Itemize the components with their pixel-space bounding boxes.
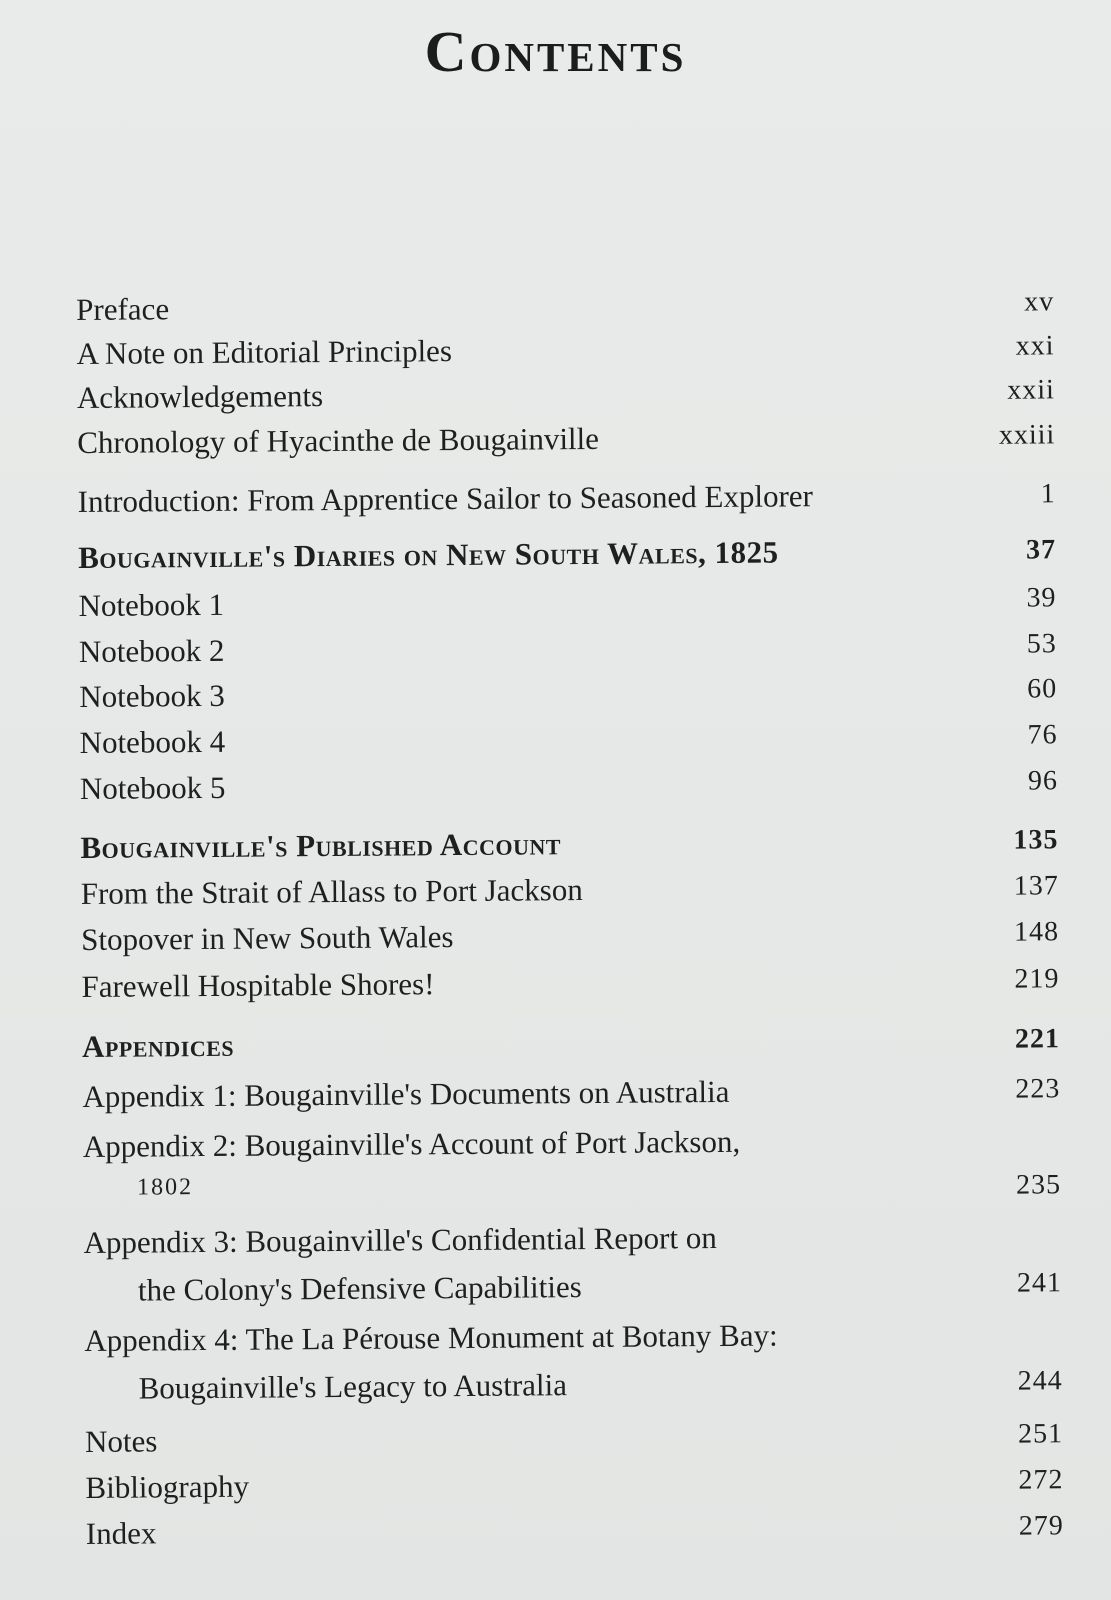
toc-entry-chronology <box>77 417 1055 465</box>
toc-entry-notebook-2 <box>79 626 1057 674</box>
toc-entry-farewell <box>81 961 1059 1009</box>
toc-entry-label: Notebook 5 <box>79 769 226 806</box>
toc-entry-label: Bibliography <box>85 1468 250 1505</box>
toc-entry-page: 251 <box>1017 1418 1064 1450</box>
toc-entry-page: 53 <box>1026 628 1057 660</box>
toc-section-published-account <box>80 822 1058 870</box>
toc-entry-appendix-2 <box>83 1121 1061 1169</box>
toc-entry-label: A Note on Editorial Principles <box>76 333 453 371</box>
toc-entry-label-continued: 1802 <box>136 1174 194 1201</box>
toc-entry-appendix-3 <box>83 1217 1061 1265</box>
toc-entry-label: Index <box>85 1515 157 1551</box>
toc-entry-page: xxiii <box>998 419 1056 451</box>
toc-entry-label: Introduction: From Apprentice Sailor to Seasoned Explorer <box>77 478 814 519</box>
toc-entry-appendix-1 <box>82 1071 1060 1119</box>
toc-entry-editorial-note <box>76 328 1054 376</box>
toc-section-label: Bougainville's Diaries on New South Wales, 1825 <box>78 534 779 575</box>
toc-entry-label: Preface <box>76 291 170 327</box>
toc-entry-notebook-4 <box>79 717 1057 765</box>
toc-entry-page: xxi <box>1015 330 1055 362</box>
toc-entry-label: Notebook 4 <box>79 723 226 760</box>
toc-entry-label: From the Strait of Allass to Port Jackson <box>80 872 583 911</box>
toc-entry-page: 96 <box>1027 765 1059 797</box>
toc-entry-page: 1 <box>1040 478 1056 510</box>
toc-section-appendices <box>82 1021 1060 1069</box>
toc-entry-label: Appendix 2: Bougainville's Account of Port Jackson, <box>82 1123 741 1164</box>
toc-entry-label: Notebook 3 <box>79 677 225 714</box>
toc-entry-page: 235 <box>1015 1169 1062 1201</box>
toc-entry-page: 279 <box>1018 1510 1064 1542</box>
toc-entry-bibliography <box>85 1462 1063 1510</box>
toc-entry-notes <box>85 1416 1063 1464</box>
toc-entry-page: 241 <box>1016 1267 1062 1299</box>
table-of-contents <box>76 276 1064 1551</box>
toc-entry-introduction <box>78 476 1056 524</box>
toc-entry-page: 60 <box>1027 673 1058 705</box>
toc-entry-label: Notes <box>84 1423 158 1459</box>
toc-section-label: Appendices <box>81 1027 235 1064</box>
toc-entry-notebook-3 <box>79 671 1057 719</box>
toc-section-label: Bougainville's Published Account <box>80 826 562 865</box>
toc-entry-stopover <box>81 914 1059 962</box>
toc-entry-page: 272 <box>1018 1464 1064 1496</box>
toc-entry-label-continued: the Colony's Defensive Capabilities <box>137 1269 582 1308</box>
toc-entry-page: 223 <box>1015 1073 1061 1105</box>
page-title: Contents <box>424 19 687 84</box>
toc-entry-page: 244 <box>1017 1365 1063 1397</box>
toc-entry-label: Notebook 1 <box>78 586 225 623</box>
toc-entry-index <box>86 1508 1064 1556</box>
toc-entry-acknowledgements <box>77 372 1055 420</box>
toc-entry-appendix-2-continued <box>83 1167 1061 1215</box>
toc-entry-page: xxii <box>1007 374 1055 406</box>
toc-section-page: 221 <box>1014 1023 1061 1055</box>
toc-entry-page: xv <box>1024 286 1055 318</box>
toc-section-diaries <box>78 532 1056 580</box>
toc-entry-appendix-4 <box>84 1315 1062 1363</box>
toc-entry-label-continued: Bougainville's Legacy to Australia <box>138 1367 568 1406</box>
toc-entry-page: 219 <box>1014 963 1060 995</box>
toc-entry-page: 137 <box>1013 870 1059 902</box>
toc-entry-strait-of-allass <box>81 868 1059 916</box>
toc-section-page: 135 <box>1013 824 1059 856</box>
toc-entry-preface <box>76 284 1054 332</box>
toc-entry-label: Appendix 1: Bougainville's Documents on Australia <box>82 1073 730 1114</box>
toc-section-page: 37 <box>1025 534 1057 566</box>
toc-entry-page: 148 <box>1013 916 1060 948</box>
toc-entry-page: 76 <box>1027 719 1058 751</box>
toc-entry-label: Appendix 4: The La Pérouse Monument at Botany Bay: <box>84 1317 778 1358</box>
toc-entry-page: 39 <box>1026 582 1057 614</box>
toc-entry-label: Acknowledgements <box>76 378 324 415</box>
toc-entry-label: Stopover in New South Wales <box>81 919 454 957</box>
toc-entry-notebook-5 <box>80 763 1058 811</box>
toc-entry-appendix-4-continued <box>85 1363 1063 1411</box>
toc-entry-appendix-3-continued <box>84 1265 1062 1313</box>
toc-entry-label: Farewell Hospitable Shores! <box>81 966 435 1004</box>
toc-entry-notebook-1 <box>78 580 1056 628</box>
toc-entry-label: Notebook 2 <box>78 632 225 669</box>
toc-entry-label: Chronology of Hyacinthe de Bougainville <box>77 420 600 460</box>
toc-entry-label: Appendix 3: Bougainville's Confidential Report on <box>83 1219 717 1260</box>
